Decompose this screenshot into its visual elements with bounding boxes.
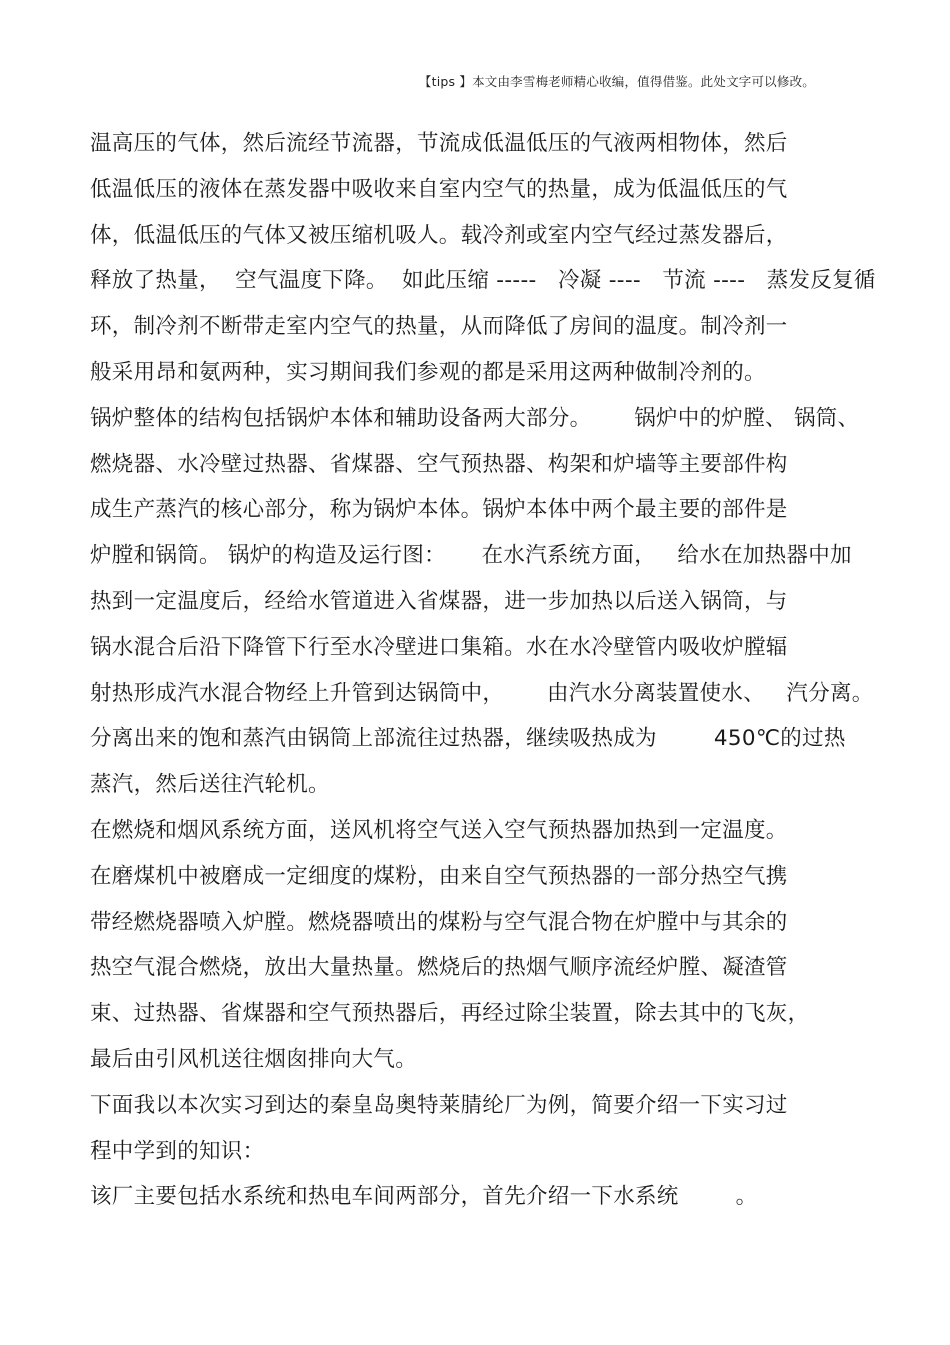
text-line: 成生产蒸汽的核心部分，称为锅炉本体。锅炉本体中两个最主要的部件是: [90, 497, 788, 523]
text-line: 最后由引风机送往烟囱排向大气。: [90, 1046, 418, 1072]
text-line: 温高压的气体，然后流经节流器，节流成低温低压的气液两相物体，然后: [90, 131, 788, 156]
text-line: 带经燃烧器喷入炉膛。燃烧器喷出的煤粉与空气混合物在炉膛中与其余的: [90, 909, 788, 935]
text-line: 热空气混合燃烧，放出大量热量。燃烧后的热烟气顺序流经炉膛、凝渣管: [90, 955, 788, 981]
text-line: 低温低压的液体在蒸发器中吸收来自室内空气的热量，成为低温低压的气: [90, 176, 788, 202]
text-line: 蒸汽，然后送往汽轮机。: [90, 772, 330, 798]
text-line: 下面我以本次实习到达的秦皇岛奥特莱腈纶厂为例，简要介绍一下实习过: [90, 1092, 788, 1118]
text-line: 束、过热器、省煤器和空气预热器后，再经过除尘装置，除去其中的飞灰，: [90, 1001, 810, 1027]
text-line: 燃烧器、水冷壁过热器、省煤器、空气预热器、构架和炉墙等主要部件构: [90, 451, 788, 477]
text-line: 锅水混合后沿下降管下行至水冷壁进口集箱。水在水冷壁管内吸收炉膛辐: [90, 634, 788, 660]
text-line: 在磨煤机中被磨成一定细度的煤粉，由来自空气预热器的一部分热空气携: [90, 863, 788, 889]
text-line: 该厂主要包括水系统和热电车间两部分，首先介绍一下水系统 。: [90, 1184, 758, 1210]
text-line: 炉膛和锅筒。 锅炉的构造及运行图： 在水汽系统方面， 给水在加热器中加: [90, 543, 852, 569]
text-line: 热到一定温度后，经给水管道进入省煤器，进一步加热以后送入锅筒，与: [90, 588, 788, 614]
text-line: 体，低温低压的气体又被压缩机吸人。载冷剂或室内空气经过蒸发器后，: [90, 222, 788, 248]
body-text: [90, 126, 880, 1225]
text-line: 程中学到的知识：: [90, 1138, 265, 1164]
text-line: 在燃烧和烟风系统方面，送风机将空气送入空气预热器加热到一定温度。: [90, 817, 788, 843]
text-line: 般采用昂和氨两种，实习期间我们参观的都是采用这两种做制冷剂的。: [90, 359, 766, 385]
text-line: 释放了热量， 空气温度下降。 如此压缩 ----- 冷凝 ---- 节流 ---- 蒸发反复循: [90, 268, 876, 294]
text-line: 环，制冷剂不断带走室内空气的热量，从而降低了房间的温度。制冷剂一: [90, 314, 788, 340]
header-note: 【tips 】本文由李雪梅老师精心收编，值得借鉴。此处文字可以修改。: [418, 74, 815, 89]
text-line: 锅炉整体的结构包括锅炉本体和辅助设备两大部分。 锅炉中的炉膛、 锅筒、: [90, 405, 860, 431]
text-line: 射热形成汽水混合物经上升管到达锅筒中， 由汽水分离装置使水、 汽分离。: [90, 680, 874, 706]
text-line: 分离出来的饱和蒸汽由锅筒上部流往过热器，继续吸热成为 450℃的过热: [90, 726, 846, 752]
